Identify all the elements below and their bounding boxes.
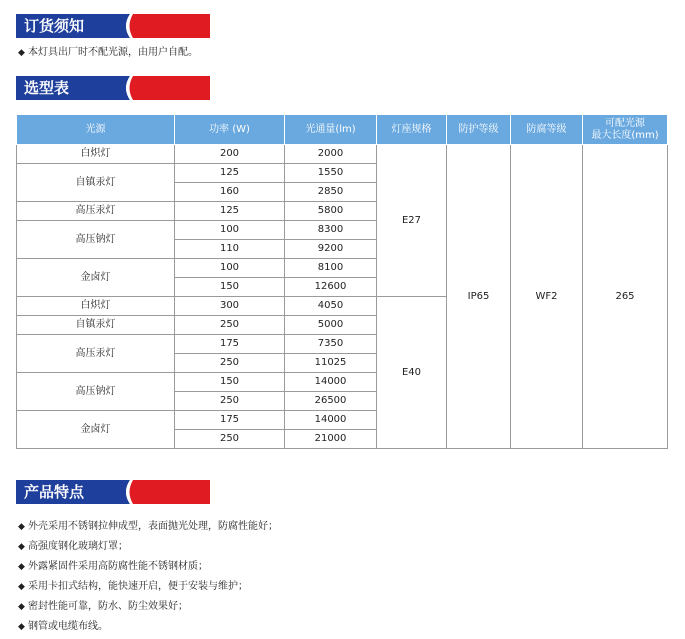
- flux-cell: 11025: [285, 354, 377, 373]
- bullet-diamond-icon: ◆: [18, 48, 25, 58]
- flux-cell: 7350: [285, 335, 377, 354]
- feature-list: [18, 517, 278, 637]
- list-item: [18, 577, 278, 597]
- socket-cell-e40: E40: [377, 297, 447, 449]
- bullet-diamond-icon: ◆: [18, 622, 25, 632]
- header-socket: 灯座规格: [377, 115, 447, 145]
- power-cell: 125: [175, 202, 285, 221]
- source-cell: 高压汞灯: [17, 335, 175, 373]
- power-cell: 160: [175, 183, 285, 202]
- source-cell: 高压钠灯: [17, 373, 175, 411]
- header-flux: 光通量(lm): [285, 115, 377, 145]
- banner-red-stripe: [134, 14, 210, 38]
- flux-cell: 2000: [285, 145, 377, 164]
- section-title-features: 产品特点: [16, 480, 124, 504]
- header-power: 功率 (W): [175, 115, 285, 145]
- section-banner-selection: [16, 76, 210, 100]
- table-header-row: [17, 115, 668, 145]
- header-protection: 防护等级: [447, 115, 511, 145]
- power-cell: 250: [175, 316, 285, 335]
- source-cell: 自镇汞灯: [17, 164, 175, 202]
- source-cell: 白炽灯: [17, 297, 175, 316]
- max-length-cell: 265: [583, 145, 668, 449]
- bullet-diamond-icon: ◆: [18, 582, 25, 592]
- power-cell: 175: [175, 411, 285, 430]
- flux-cell: 14000: [285, 411, 377, 430]
- power-cell: 250: [175, 430, 285, 449]
- power-cell: 300: [175, 297, 285, 316]
- power-cell: 200: [175, 145, 285, 164]
- list-item: [18, 517, 278, 537]
- flux-cell: 21000: [285, 430, 377, 449]
- corrosion-cell: WF2: [511, 145, 583, 449]
- source-cell: 高压汞灯: [17, 202, 175, 221]
- source-cell: 自镇汞灯: [17, 316, 175, 335]
- flux-cell: 5000: [285, 316, 377, 335]
- section-title-ordering: 订货须知: [16, 14, 124, 38]
- header-corrosion: 防腐等级: [511, 115, 583, 145]
- ordering-note: [18, 46, 198, 60]
- feature-text: 密封性能可靠，防水、防尘效果好；: [28, 601, 188, 612]
- flux-cell: 12600: [285, 278, 377, 297]
- source-cell: 金卤灯: [17, 411, 175, 449]
- flux-cell: 14000: [285, 373, 377, 392]
- bullet-diamond-icon: ◆: [18, 562, 25, 572]
- list-item: [18, 557, 278, 577]
- section-banner-ordering: [16, 14, 210, 38]
- power-cell: 250: [175, 392, 285, 411]
- feature-text: 钢管或电缆布线。: [28, 621, 108, 632]
- flux-cell: 5800: [285, 202, 377, 221]
- power-cell: 150: [175, 278, 285, 297]
- power-cell: 175: [175, 335, 285, 354]
- flux-cell: 9200: [285, 240, 377, 259]
- table-row: [17, 145, 668, 164]
- list-item: [18, 597, 278, 617]
- bullet-diamond-icon: ◆: [18, 522, 25, 532]
- socket-cell-e27: E27: [377, 145, 447, 297]
- flux-cell: 2850: [285, 183, 377, 202]
- banner-red-stripe: [134, 76, 210, 100]
- bullet-diamond-icon: ◆: [18, 602, 25, 612]
- flux-cell: 4050: [285, 297, 377, 316]
- selection-table: [16, 114, 668, 449]
- flux-cell: 26500: [285, 392, 377, 411]
- feature-text: 高强度钢化玻璃灯罩；: [28, 541, 128, 552]
- section-title-selection: 选型表: [16, 76, 124, 100]
- bullet-diamond-icon: ◆: [18, 542, 25, 552]
- flux-cell: 1550: [285, 164, 377, 183]
- header-max-length-line1: 可配光源: [605, 117, 645, 129]
- source-cell: 金卤灯: [17, 259, 175, 297]
- power-cell: 150: [175, 373, 285, 392]
- power-cell: 100: [175, 221, 285, 240]
- header-max-length-line2: 最大长度(mm): [591, 129, 659, 141]
- list-item: [18, 617, 278, 637]
- power-cell: 100: [175, 259, 285, 278]
- header-max-length: [583, 115, 668, 145]
- ordering-note-text: 本灯具出厂时不配光源，由用户自配。: [28, 47, 198, 58]
- power-cell: 250: [175, 354, 285, 373]
- section-banner-features: [16, 480, 210, 504]
- header-source: 光源: [17, 115, 175, 145]
- feature-text: 外壳采用不锈钢拉伸成型，表面抛光处理，防腐性能好；: [28, 521, 278, 532]
- flux-cell: 8100: [285, 259, 377, 278]
- source-cell: 高压钠灯: [17, 221, 175, 259]
- power-cell: 110: [175, 240, 285, 259]
- list-item: [18, 537, 278, 557]
- banner-red-stripe: [134, 480, 210, 504]
- source-cell: 白炽灯: [17, 145, 175, 164]
- feature-text: 采用卡扣式结构，能快速开启，便于安装与维护；: [28, 581, 248, 592]
- power-cell: 125: [175, 164, 285, 183]
- protection-cell: IP65: [447, 145, 511, 449]
- feature-text: 外露紧固件采用高防腐性能不锈钢材质；: [28, 561, 208, 572]
- flux-cell: 8300: [285, 221, 377, 240]
